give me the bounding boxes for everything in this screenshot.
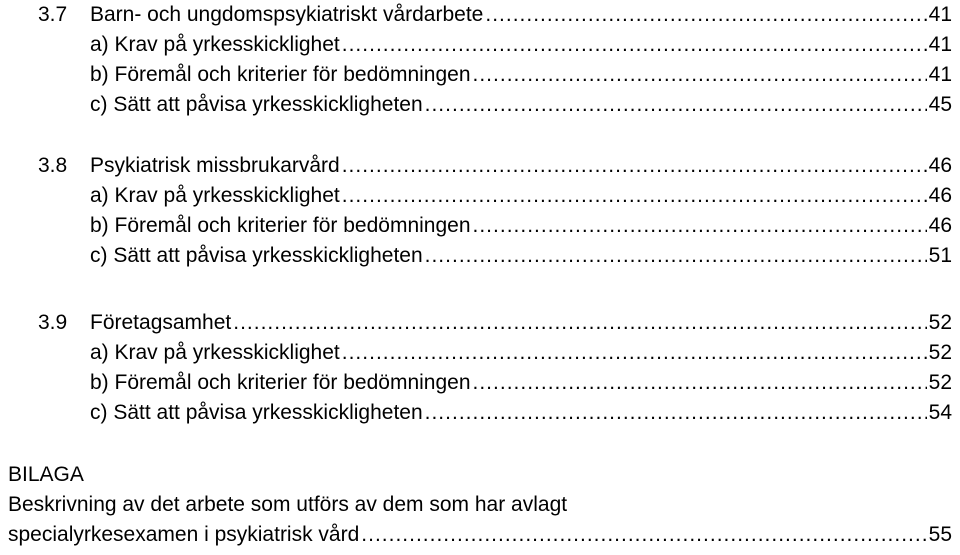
page-number: 45 xyxy=(928,93,952,116)
toc-subentry[interactable] xyxy=(0,90,952,120)
appendix-heading: BILAGA xyxy=(8,463,84,486)
subentry-title: c) Sätt att påvisa yrkesskickligheten xyxy=(90,93,423,116)
toc-entry-3-9[interactable] xyxy=(0,308,952,338)
toc-subentry[interactable] xyxy=(0,60,952,90)
toc-subentry[interactable] xyxy=(0,368,952,398)
page-number: 54 xyxy=(928,401,952,424)
page-number: 41 xyxy=(928,63,952,86)
toc-entry-3-8[interactable] xyxy=(0,151,952,181)
leader-dots xyxy=(473,368,927,398)
toc-subentry[interactable] xyxy=(0,30,952,60)
page-number: 51 xyxy=(928,244,952,267)
section-title: Barn- och ungdomspsykiatriskt vårdarbete xyxy=(90,3,484,26)
page-number: 52 xyxy=(928,311,952,334)
page-number: 46 xyxy=(928,154,952,177)
page-number: 52 xyxy=(928,371,952,394)
subentry-title: b) Föremål och kriterier för bedömningen xyxy=(90,63,471,86)
leader-dots xyxy=(361,520,926,550)
appendix-description-line: Beskrivning av det arbete som utförs av dem som har avlagt xyxy=(8,493,568,516)
toc-subentry[interactable] xyxy=(0,211,952,241)
subentry-title: c) Sätt att påvisa yrkesskickligheten xyxy=(90,401,423,424)
appendix-title: specialyrkesexamen i psykiatrisk vård xyxy=(8,523,360,546)
subentry-title: b) Föremål och kriterier för bedömningen xyxy=(90,214,471,237)
leader-dots xyxy=(425,241,927,271)
toc-subentry[interactable] xyxy=(0,241,952,271)
leader-dots xyxy=(342,338,927,368)
section-number: 3.9 xyxy=(38,311,68,334)
page-number: 41 xyxy=(928,33,952,56)
toc-subentry[interactable] xyxy=(0,181,952,211)
leader-dots xyxy=(342,30,927,60)
leader-dots xyxy=(473,211,927,241)
page-number: 41 xyxy=(928,3,952,26)
leader-dots xyxy=(342,181,927,211)
toc-entry-appendix[interactable] xyxy=(8,520,952,550)
section-number: 3.8 xyxy=(38,154,68,177)
subentry-title: a) Krav på yrkesskicklighet xyxy=(90,341,340,364)
subentry-title: a) Krav på yrkesskicklighet xyxy=(90,184,340,207)
page-number: 52 xyxy=(928,341,952,364)
leader-dots xyxy=(425,398,927,428)
page-number: 46 xyxy=(928,184,952,207)
leader-dots xyxy=(473,60,927,90)
leader-dots xyxy=(485,0,926,30)
toc-entry-3-7[interactable] xyxy=(0,0,952,30)
toc-subentry[interactable] xyxy=(0,338,952,368)
leader-dots xyxy=(233,308,926,338)
section-title: Företagsamhet xyxy=(90,311,232,334)
section-number: 3.7 xyxy=(38,3,68,26)
subentry-title: c) Sätt att påvisa yrkesskickligheten xyxy=(90,244,423,267)
toc-subentry[interactable] xyxy=(0,398,952,428)
page-number: 46 xyxy=(928,214,952,237)
leader-dots xyxy=(342,151,927,181)
subentry-title: b) Föremål och kriterier för bedömningen xyxy=(90,371,471,394)
leader-dots xyxy=(425,90,927,120)
subentry-title: a) Krav på yrkesskicklighet xyxy=(90,33,340,56)
section-title: Psykiatrisk missbrukarvård xyxy=(90,154,340,177)
page-number: 55 xyxy=(928,523,952,546)
